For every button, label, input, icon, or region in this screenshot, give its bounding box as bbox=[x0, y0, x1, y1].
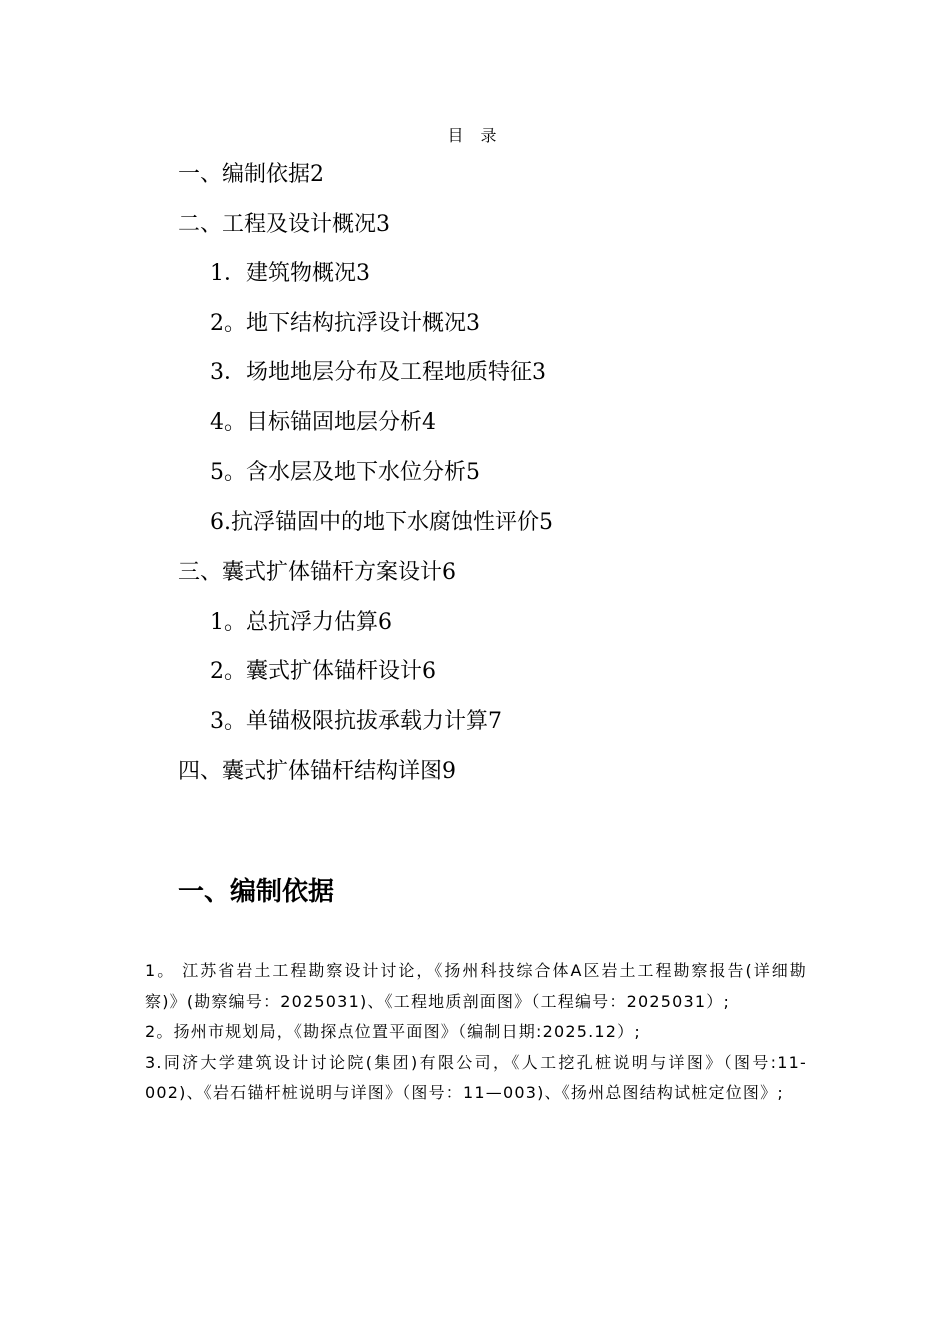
toc-item[interactable]: 1。总抗浮力估算6 bbox=[210, 610, 392, 635]
toc-item[interactable]: 2。囊式扩体锚杆设计6 bbox=[210, 659, 436, 684]
toc-item[interactable]: 三、囊式扩体锚杆方案设计6 bbox=[178, 560, 456, 585]
toc-item[interactable]: 3．场地地层分布及工程地质特征3 bbox=[210, 360, 546, 385]
toc-item[interactable]: 5。含水层及地下水位分析5 bbox=[210, 460, 480, 485]
section-heading: 一、编制依据 bbox=[178, 877, 335, 907]
toc-item[interactable]: 1．建筑物概况3 bbox=[210, 261, 370, 286]
toc-item[interactable]: 一、编制依据2 bbox=[178, 162, 324, 187]
paragraph: 3.同济大学建筑设计讨论院(集团)有限公司，《人工挖孔桩说明与详图》（图号:11-002)、《岩石锚杆桩说明与详图》（图号：11—003)、《扬州总图结构试桩定位图》; bbox=[145, 1052, 807, 1103]
toc-item[interactable]: 二、工程及设计概况3 bbox=[178, 212, 390, 237]
paragraph: 2。扬州市规划局，《勘探点位置平面图》（编制日期:2025.12）; bbox=[145, 1022, 641, 1042]
paragraph: 1。 江苏省岩土工程勘察设计讨论，《扬州科技综合体A区岩土工程勘察报告(详细勘察)》(勘察编号：2025031)、《工程地质剖面图》（工程编号：2025031）; bbox=[145, 961, 807, 1011]
toc-item[interactable]: 3。单锚极限抗拔承载力计算7 bbox=[210, 709, 502, 734]
toc-item[interactable]: 4。目标锚固地层分析4 bbox=[210, 410, 436, 435]
toc-item[interactable]: 6.抗浮锚固中的地下水腐蚀性评价5 bbox=[210, 510, 553, 535]
toc-item[interactable]: 四、囊式扩体锚杆结构详图9 bbox=[178, 759, 456, 784]
section-body bbox=[145, 956, 807, 1109]
toc-title: 目 录 bbox=[447, 126, 503, 145]
toc-item[interactable]: 2。地下结构抗浮设计概况3 bbox=[210, 311, 480, 336]
